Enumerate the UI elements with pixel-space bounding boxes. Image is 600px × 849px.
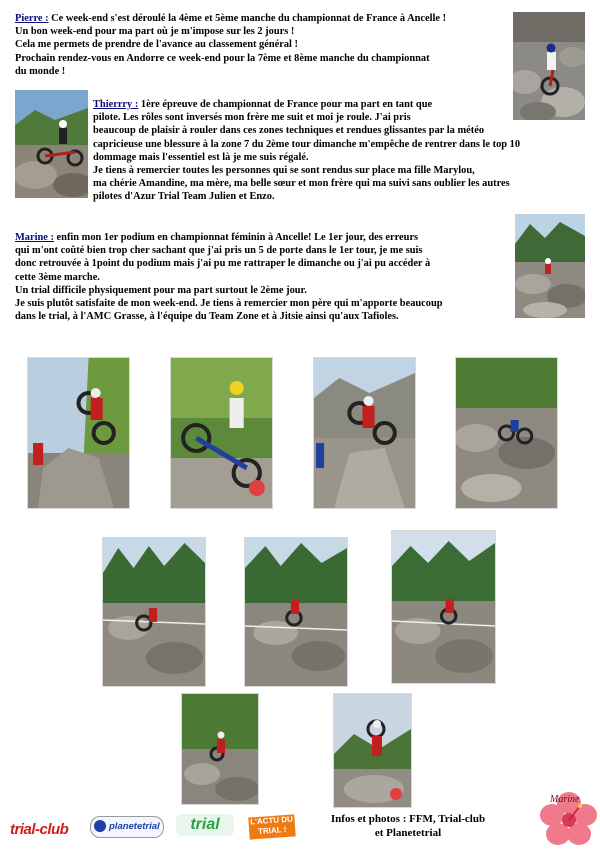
marine-line-5: Un trial difficile physiquement pour ma part surtout le 2ème jour. (15, 284, 307, 296)
marine-line-4: cette 3ème marche. (15, 271, 100, 283)
marine-photo (515, 214, 585, 318)
gallery-photo-3 (313, 357, 416, 509)
thierry-line-7: ma chérie Amandine, ma mère, ma belle sœur et mon frère qui ma suivi sans oublier les autres (93, 178, 510, 190)
actu-du-trial-logo: L'ACTU DU TRIAL ! (248, 814, 295, 839)
gallery-photo-5 (102, 537, 206, 687)
thierry-line-5: dommage mais l'essentiel est là je me suis régalé. (93, 151, 309, 163)
pierre-photo (513, 12, 585, 120)
thierry-name: Thierrry : (93, 99, 139, 110)
thierry-line-4: capricieuse une blessure à la zone 7 du 2ème tour dimanche m'empêche de rentrer dans le top 10 (93, 138, 521, 150)
pierre-paragraph (15, 12, 446, 78)
pierre-line-4: Prochain rendez-vous en Andorre ce week-end pour la 7ème et 8ème manche du championnat (15, 52, 430, 64)
trial-club-logo: trial-club (10, 821, 69, 838)
planetetrial-logo: planetetrial (90, 816, 164, 838)
thierry-line-1: 1ère épreuve de championnat de France pour ma part en tant que (138, 99, 433, 110)
gallery-photo-7 (391, 530, 496, 684)
marine-line-2: qui m'ont coûté bien trop cher sachant que j'ai pris un 5 de porte dans le 1er tour, je me suis (15, 245, 423, 257)
thierry-line-6: Je tiens à remercier toutes les personnes qui se sont rendus sur place ma fille Marylou, (93, 165, 475, 177)
marine-line-7: dans le trial, à l'AMC Grasse, à l'équipe du Team Zone et à Jitsie ainsi qu'aux Tafioles. (15, 311, 399, 323)
gallery-photo-1 (27, 357, 130, 509)
pierre-line-3: Cela me permets de prendre de l'avance au classement général ! (15, 39, 298, 51)
gallery-photo-6 (244, 537, 348, 687)
marine-line-3: donc retrouvée à 1point du podium mais j'ai pu me rattraper le dimanche ou j'ai pu accéder à (15, 258, 431, 270)
thierry-line-8: pilotes d'Azur Trial Team Julien et Enzo. (93, 191, 275, 203)
pierre-line-5: du monde ! (15, 65, 66, 77)
signature-text: Marine (550, 794, 580, 805)
marine-paragraph (15, 231, 443, 323)
gallery-photo-8 (181, 693, 259, 805)
pierre-line-1: Ce week-end s'est déroulé la 4ème et 5ème manche du championnat de France à Ancelle ! (48, 13, 447, 24)
pierre-name: Pierre : (15, 13, 49, 24)
marine-name: Marine : (15, 232, 54, 243)
thierry-photo (15, 90, 88, 198)
photo-credits: Infos et photos : FFM, Trial-club et Planetetrial (330, 813, 486, 839)
marine-line-1: enfin mon 1er podium en championnat féminin à Ancelle! Le 1er jour, des erreurs (53, 232, 419, 243)
gallery-photo-9 (333, 693, 412, 808)
pierre-line-2: Un bon week-end pour ma part où je m'impose sur les 2 jours ! (15, 26, 295, 38)
thierry-line-3: beaucoup de plaisir à rouler dans ces zones techniques et rendues glissantes par la météo (93, 125, 485, 137)
gallery-photo-4 (455, 357, 558, 509)
thierry-paragraph (93, 98, 520, 204)
gallery-photo-2 (170, 357, 273, 509)
hibiscus-signature-emblem (540, 790, 598, 846)
trial-magazine-logo: trial (176, 814, 234, 836)
marine-line-6: Je suis plutôt satisfaite de mon week-end. Je tiens à remercier mon père qui m'apporte beaucoup (15, 298, 443, 310)
thierry-line-2: pilote. Les rôles sont inversés mon frère me suit et moi je roule. J'ai pris (93, 112, 411, 124)
planetetrial-logo-icon (94, 820, 106, 832)
